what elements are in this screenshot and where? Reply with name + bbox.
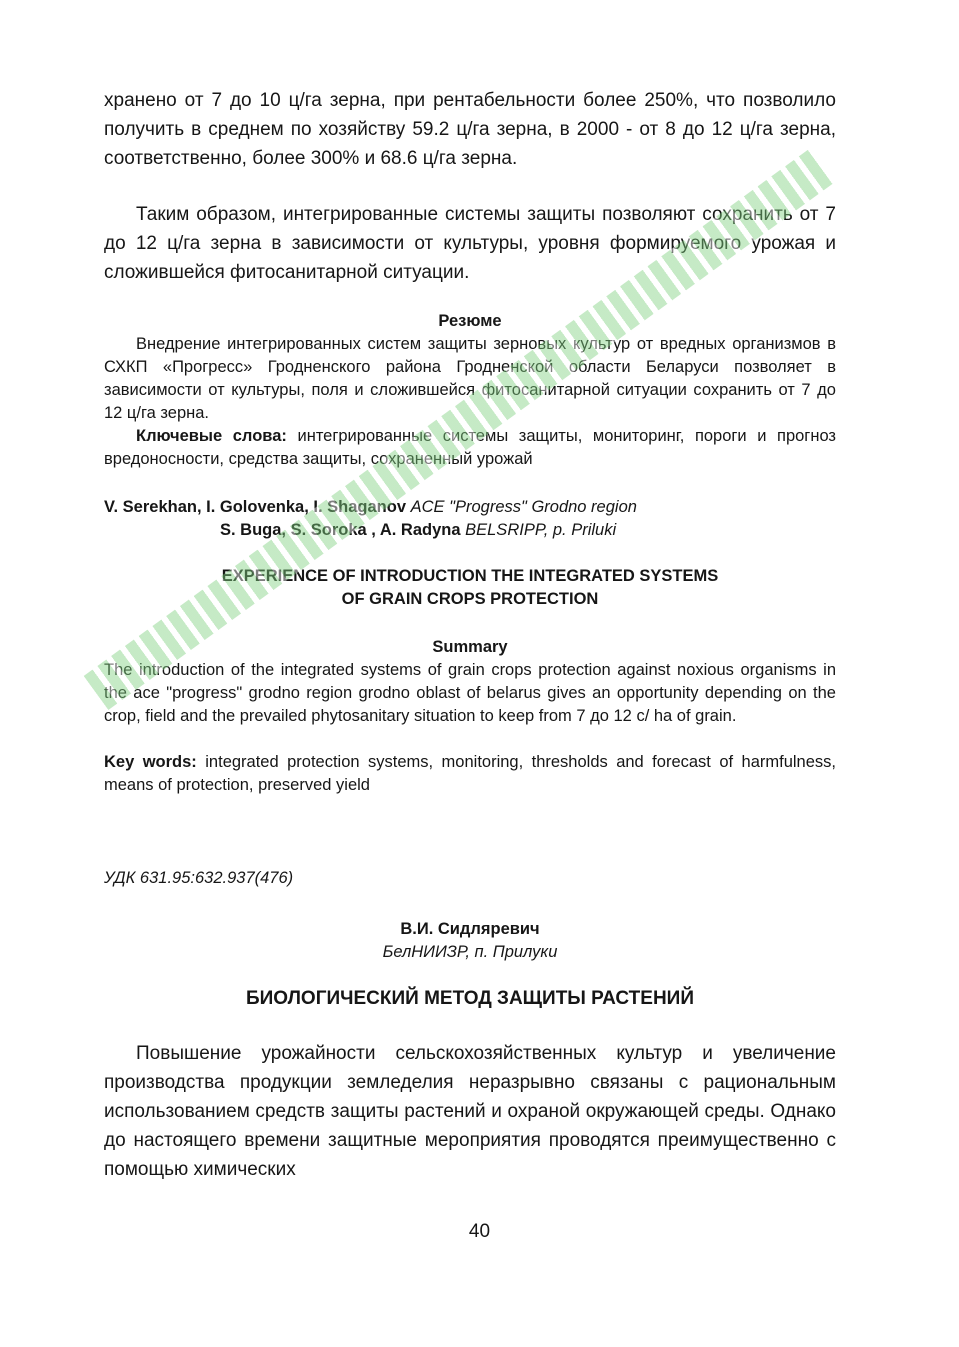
english-authors-line-1 (104, 496, 836, 519)
english-authors-line-2 (220, 519, 840, 542)
authors-1: V. Serekhan, I. Golovenka, I. Shaganov (104, 498, 407, 516)
resume-keywords-label: Ключевые слова: (136, 427, 287, 445)
summary-keywords (104, 751, 836, 797)
page-number: 40 (468, 1221, 491, 1242)
paragraph-continuation: хранено от 7 до 10 ц/га зерна, при рентабельности более 250%, что позволило получить в среднем по хозяйству 59.2 ц/га зерна, в 2000 - от 8 до 12 ц/га зерна, соответственно, более 300% и 68.6 ц/га зерна. (104, 90, 836, 169)
english-title-line-1: EXPERIENCE OF INTRODUCTION THE INTEGRATED SYSTEMS (221, 567, 719, 585)
resume-body: Внедрение интегрированных систем защиты зерновых культур от вредных организмов в СХКП «Прогресс» Гродненского района Гродненской области Беларуси позволяет в зависимости от культуры, поля и сложившейся фитосанитарной ситуации сохранить от 7 до 12 ц/га зерна. (104, 335, 836, 422)
article-author: В.И. Сидляревич (400, 920, 540, 938)
paragraph-conclusion: Таким образом, интегрированные системы защиты позволяют сохранить от 7 до 12 ц/га зерна в зависимости от культуры, уровня формируемого урожая и сложившейся фитосанитарной ситуации. (104, 204, 836, 283)
summary-keywords-label: Key words: (104, 753, 197, 771)
authors-2: S. Buga, S. Soroka , A. Radyna (220, 521, 461, 539)
affiliation-1: ACE "Progress" Grodno region (410, 498, 637, 516)
article-title: БИОЛОГИЧЕСКИЙ МЕТОД ЗАЩИТЫ РАСТЕНИЙ (245, 988, 694, 1009)
summary-heading: Summary (432, 638, 508, 656)
resume-keywords (104, 425, 836, 471)
article-affiliation: БелНИИЗР, п. Прилуки (382, 943, 558, 961)
udc-code: УДК 631.95:632.937(476) (104, 869, 294, 887)
affiliation-2: BELSRIPP, p. Priluki (465, 521, 617, 539)
summary-keywords-text: integrated protection systems, monitoring, thresholds and forecast of harmfulness, means of protection, preserved yield (104, 753, 836, 794)
resume-heading: Резюме (438, 312, 502, 330)
summary-body: The introduction of the integrated systems of grain crops protection against noxious organisms in the ace "progress" grodno region grodno oblast of belarus gives an opportunity depending on the crop, field and the prevailed phytosanitary situation to keep from 7 до 12 c/ ha of grain. (104, 661, 836, 725)
article-body: Повышение урожайности сельскохозяйственных культур и увеличение производства продукции земледелия неразрывно связаны с рациональным использованием средств защиты растений и охраной окружающей среды. Однако до настоящего времени защитные мероприятия проводятся преимущественно с помощью химических (104, 1043, 836, 1180)
english-title-line-2: OF GRAIN CROPS PROTECTION (341, 590, 599, 608)
resume-keywords-text: интегрированные системы защиты, мониторинг, пороги и прогноз вредоносности, средства защиты, сохраненный урожай (104, 427, 836, 468)
